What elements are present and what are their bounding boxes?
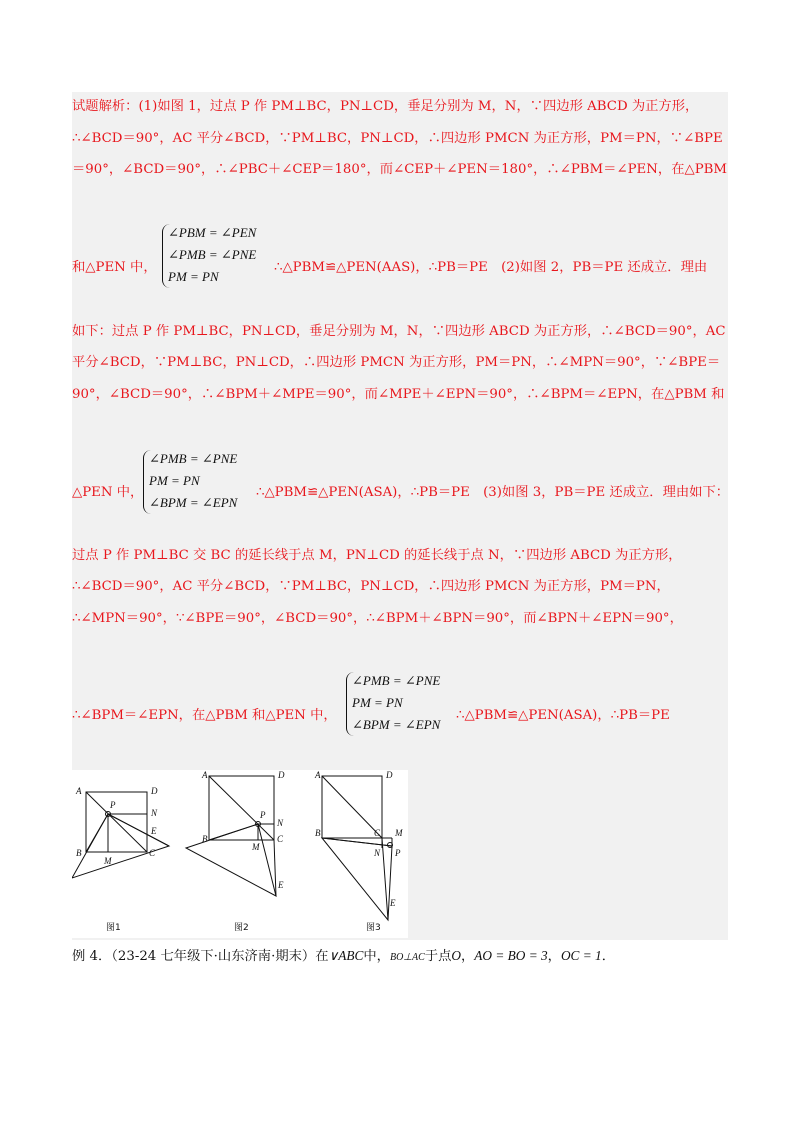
solution-line-11: ∴∠MPN＝90°，∵∠BPE＝90°，∠BCD＝90°，∴∠BPM＋∠BPN＝90°，而∠BPN＋∠EPN＝90°， — [72, 611, 683, 626]
fig1-label-m: M — [104, 856, 112, 866]
fig2-label-n: N — [277, 818, 284, 828]
fig2-label-b: B — [202, 834, 208, 844]
fig3-label-m: M — [395, 828, 403, 838]
figure-captions — [106, 922, 381, 933]
example-mid3: ， — [461, 949, 475, 964]
system-1-row-1: ∠PBM = ∠PEN — [168, 225, 257, 240]
example-4-statement — [72, 946, 615, 968]
solution-line-3: ＝90°，∠BCD＝90°，∴∠PBC＋∠CEP＝180°，而∠CEP＋∠PEN＝180°，∴∠PBM＝∠PEN，在△PBM — [72, 162, 728, 177]
example-eq2: OC = 1 — [560, 948, 602, 963]
system-3-row-2: PM = PN — [352, 695, 403, 710]
example-prefix: 例 4．（23-24 七年级下·山东济南·期末）在 — [72, 949, 329, 964]
system-2-row-2: PM = PN — [149, 473, 200, 488]
example-eq1: AO = BO = 3 — [474, 948, 548, 963]
equation-system-1 — [168, 222, 256, 288]
fig1-label-c: C — [149, 848, 156, 858]
solution-line-4b: ∴△PBM≌△PEN(AAS)，∴PB＝PE (2)如图 2，PB＝PE 还成立．理由 — [274, 260, 708, 275]
fig2-diagonal-ac — [209, 776, 274, 840]
fig2-label-p: P — [260, 810, 266, 820]
fig1-label-e: E — [151, 826, 157, 836]
example-mid2: 于点 — [424, 949, 452, 964]
example-point-o: O — [451, 948, 461, 963]
solution-line-8a: △PEN 中， — [72, 485, 144, 500]
fig3-label-b: B — [315, 828, 321, 838]
fig3-triangle — [322, 838, 392, 920]
solution-line-2: ∴∠BCD＝90°，AC 平分∠BCD，∵PM⊥BC，PN⊥CD，∴四边形 PMCN 为正方形，PM＝PN，∵∠BPE — [72, 131, 723, 146]
fig1-label-d: D — [151, 786, 158, 796]
fig3-caption: 图3 — [366, 923, 381, 933]
solution-line-12a: ∴∠BPM＝∠EPN，在△PBM 和△PEN 中， — [72, 708, 337, 723]
figure-3 — [322, 776, 393, 920]
solution-line-12b: ∴△PBM≌△PEN(ASA)，∴PB＝PE — [456, 708, 670, 723]
example-end: ． — [601, 949, 615, 964]
solution-line-8b: ∴△PBM≌△PEN(ASA)，∴PB＝PE (3)如图 3，PB＝PE 还成立．理由如下： — [256, 485, 730, 500]
system-1-row-2: ∠PMB = ∠PNE — [168, 247, 257, 262]
figure-labels — [75, 770, 403, 908]
fig1-label-p: P — [110, 800, 116, 810]
fig2-label-c: C — [277, 834, 284, 844]
example-perp: BO⊥AC — [389, 952, 425, 963]
fig2-label-a: A — [202, 770, 208, 780]
fig1-label-a: A — [76, 786, 82, 796]
system-1-row-3: PM = PN — [168, 269, 219, 284]
fig2-label-d: D — [278, 770, 285, 780]
solution-line-1: 试题解析：(1)如图 1，过点 P 作 PM⊥BC，PN⊥CD，垂足分别为 M，N，∵四边形 ABCD 为正方形， — [72, 99, 699, 114]
system-2-row-3: ∠BPM = ∠EPN — [149, 495, 238, 510]
fig3-label-e: E — [390, 898, 396, 908]
fig2-caption: 图2 — [234, 923, 249, 933]
solution-line-10: ∴∠BCD＝90°，AC 平分∠BCD，∵PM⊥BC，PN⊥CD，∴四边形 PMCN 为正方形，PM＝PN， — [72, 579, 670, 594]
fig3-label-d: D — [386, 770, 393, 780]
fig2-triangle — [186, 824, 276, 896]
example-mid1: 中， — [363, 949, 390, 964]
fig2-label-e: E — [278, 880, 284, 890]
solution-line-7: 90°，∠BCD＝90°，∴∠BPM＋∠MPE＝90°，而∠MPE＋∠EPN＝90°，∴∠BPM＝∠EPN，在△PBM 和 — [72, 387, 725, 402]
fig3-diagonal-ac — [322, 776, 382, 838]
fig1-caption: 图1 — [106, 923, 121, 933]
fig3-label-p: P — [395, 848, 401, 858]
fig3-ce — [382, 838, 388, 920]
system-3-row-1: ∠PMB = ∠PNE — [352, 673, 441, 688]
solution-line-4a: 和△PEN 中， — [72, 260, 157, 275]
solution-line-9: 过点 P 作 PM⊥BC 交 BC 的延长线于点 M，PN⊥CD 的延长线于点 N，∵四边形 ABCD 为正方形， — [72, 548, 682, 563]
fig3-label-a: A — [315, 770, 321, 780]
system-2-row-1: ∠PMB = ∠PNE — [149, 451, 238, 466]
fig3-label-c: C — [374, 828, 381, 838]
equation-system-3 — [352, 670, 440, 736]
fig1-label-n: N — [151, 808, 158, 818]
fig1-label-b: B — [76, 848, 82, 858]
solution-line-6: 平分∠BCD，∵PM⊥BC，PN⊥CD，∴四边形 PMCN 为正方形，PM＝PN，∴∠MPN＝90°，∵∠BPE＝ — [72, 355, 721, 370]
geometry-figures-svg — [72, 770, 408, 938]
example-mid4: ， — [547, 949, 561, 964]
example-triangle: ∨ABC — [328, 948, 364, 963]
fig1-triangle — [72, 814, 169, 878]
solution-line-5: 如下：过点 P 作 PM⊥BC，PN⊥CD，垂足分别为 M，N，∵四边形 ABCD 为正方形，∴∠BCD＝90°，AC — [72, 324, 726, 339]
system-3-row-3: ∠BPM = ∠EPN — [352, 717, 441, 732]
geometry-figures — [72, 770, 408, 938]
equation-system-2 — [149, 448, 237, 514]
fig3-label-n: N — [374, 848, 381, 858]
fig2-label-m: M — [252, 842, 260, 852]
figure-2 — [186, 776, 276, 896]
fig1-diagonal-ac — [86, 792, 147, 852]
